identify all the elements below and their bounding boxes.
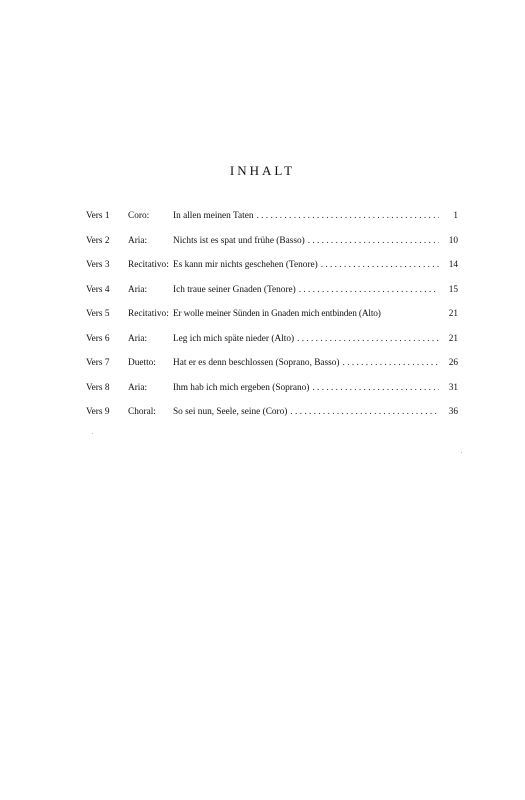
movement-type: Aria:: [128, 235, 148, 246]
movement-title: Nichts ist es spat und frühe (Basso): [173, 234, 308, 248]
page-number: 14: [448, 260, 458, 270]
toc-entry: [173, 356, 458, 370]
dot-leader: [343, 356, 439, 370]
page-number: 26: [448, 358, 458, 368]
dot-leader: [299, 283, 439, 297]
page-number: 31: [448, 382, 458, 393]
table-of-contents: [86, 209, 458, 430]
movement-type: Aria:: [128, 333, 148, 344]
toc-entry: [173, 381, 458, 395]
toc-entry: [173, 258, 458, 272]
movement-type: Recitativo:: [128, 309, 169, 319]
movement-title: Hat er es denn beschlossen (Soprano, Basso): [173, 356, 343, 370]
toc-entry: [173, 283, 458, 297]
toc-row: [86, 405, 458, 430]
toc-row: [86, 209, 458, 234]
verse-number: Vers 4: [86, 284, 110, 295]
verse-number: Vers 2: [86, 235, 110, 246]
movement-type: Recitativo:: [128, 260, 169, 270]
movement-type: Aria:: [128, 284, 148, 295]
dot-leader: [321, 258, 439, 272]
movement-title: In allen meinen Taten: [173, 209, 257, 223]
toc-entry: [173, 332, 458, 346]
toc-row: [86, 332, 458, 357]
toc-row: [86, 381, 458, 406]
page-number: 21: [448, 333, 458, 344]
movement-title: Ihm hab ich mich ergeben (Soprano): [173, 381, 312, 395]
toc-entry: [173, 405, 458, 419]
paper-speck: [461, 452, 462, 453]
toc-entry: [173, 234, 458, 248]
toc-row: [86, 307, 458, 332]
movement-title: Es kann mir nichts geschehen (Tenore): [173, 258, 321, 272]
movement-title: Ich traue seiner Gnaden (Tenore): [173, 283, 299, 297]
toc-row: [86, 258, 458, 283]
page-title: INHALT: [229, 163, 296, 178]
dot-leader: [308, 234, 439, 248]
page-number: 21: [448, 309, 458, 319]
dot-leader: [297, 332, 439, 346]
toc-row: [86, 356, 458, 381]
toc-entry: [173, 209, 458, 223]
movement-title: Leg ich mich späte nieder (Alto): [173, 332, 297, 346]
toc-row: [86, 283, 458, 308]
dot-leader: [257, 209, 440, 223]
verse-number: Vers 5: [86, 309, 110, 319]
verse-number: Vers 9: [86, 407, 110, 417]
movement-type: Duetto:: [128, 358, 156, 368]
verse-number: Vers 8: [86, 382, 110, 393]
movement-type: Coro:: [128, 211, 150, 221]
toc-entry: [173, 307, 458, 321]
dot-leader: [290, 405, 439, 419]
dot-leader: [312, 381, 439, 395]
page-number: 36: [448, 407, 458, 417]
toc-row: [86, 234, 458, 259]
verse-number: Vers 3: [86, 260, 110, 270]
verse-number: Vers 1: [86, 211, 110, 221]
verse-number: Vers 7: [86, 358, 110, 368]
paper-speck: [92, 433, 93, 434]
movement-title: Er wolle meiner Sünden in Gnaden mich entbinden (Alto): [173, 307, 384, 321]
page-number: 15: [448, 284, 458, 295]
page-number: 1: [453, 211, 458, 221]
verse-number: Vers 6: [86, 333, 110, 344]
movement-title: So sei nun, Seele, seine (Coro): [173, 405, 290, 419]
page-number: 10: [448, 235, 458, 246]
movement-type: Choral:: [128, 407, 156, 417]
movement-type: Aria:: [128, 382, 148, 393]
